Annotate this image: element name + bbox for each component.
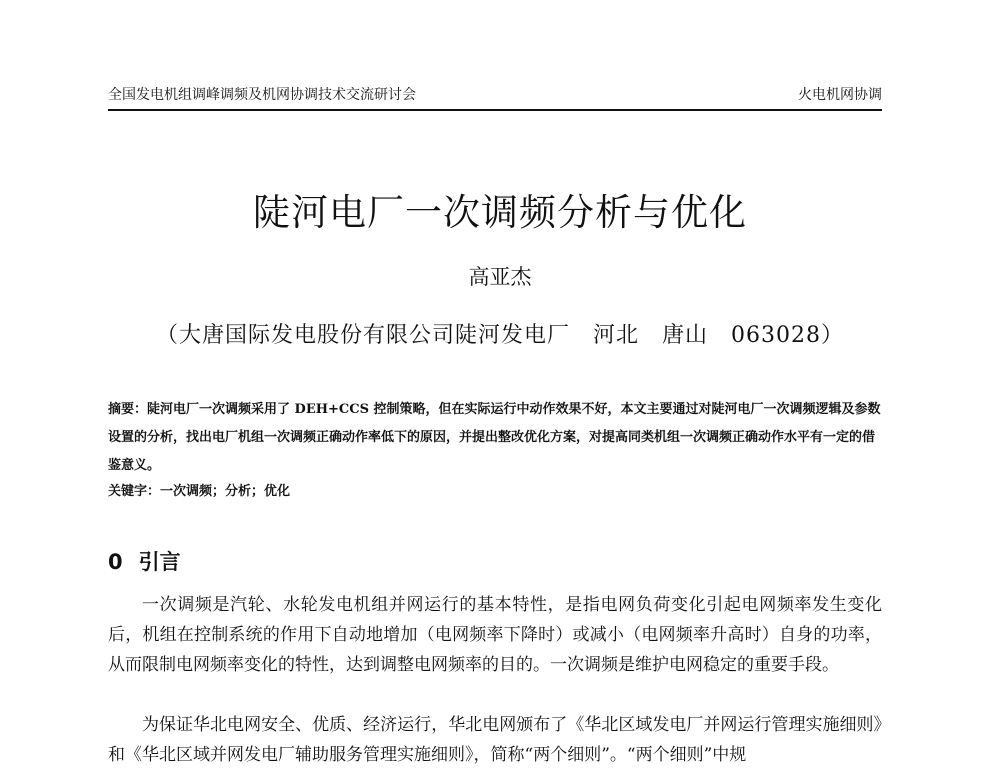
paper-title: 陡河电厂一次调频分析与优化 bbox=[253, 191, 747, 234]
body-paragraph-2 bbox=[108, 710, 882, 770]
section-number: 0 bbox=[108, 550, 123, 574]
author-name: 高亚杰 bbox=[468, 265, 532, 289]
abstract-label: 摘要： bbox=[108, 402, 148, 417]
author-affiliation: （大唐国际发电股份有限公司陡河发电厂 河北 唐山 063028） bbox=[156, 323, 844, 348]
abstract-text: 陡河电厂一次调频采用了 DEH+CCS 控制策略，但在实际运行中动作效果不好，本文主要通过对陡河电厂一次调频逻辑及参数设置的分析，找出电厂机组一次调频正确动作率低下的原因，并提出整改优化方案，对提高同类机组一次调频正确动作水平有一定的借鉴意义。 bbox=[108, 402, 881, 473]
section-title: 引言 bbox=[138, 550, 181, 574]
keywords bbox=[108, 482, 882, 502]
paragraph-text: 一次调频是汽轮、水轮发电机组并网运行的基本特性，是指电网负荷变化引起电网频率发生变化后，机组在控制系统的作用下自动地增加（电网频率下降时）或减小（电网频率升高时）自身的功率，从而限制电网频率变化的特性，达到调整电网频率的目的。一次调频是维护电网稳定的重要手段。 bbox=[108, 595, 882, 675]
header-section-name: 火电机网协调 bbox=[798, 87, 882, 103]
paragraph-text: 为保证华北电网安全、优质、经济运行，华北电网颁布了《华北区域发电厂并网运行管理实施细则》和《华北区域并网发电厂辅助服务管理实施细则》，简称“两个细则”。“两个细则”中规 bbox=[108, 715, 882, 765]
header-conference-name: 全国发电机组调峰调频及机网协调技术交流研讨会 bbox=[108, 87, 416, 103]
keywords-text: 一次调频；分析；优化 bbox=[160, 484, 291, 499]
abstract bbox=[108, 396, 882, 480]
section-heading bbox=[108, 546, 181, 576]
keywords-label: 关键字： bbox=[108, 484, 161, 499]
body-paragraph-1 bbox=[108, 590, 882, 680]
running-header bbox=[108, 84, 882, 111]
